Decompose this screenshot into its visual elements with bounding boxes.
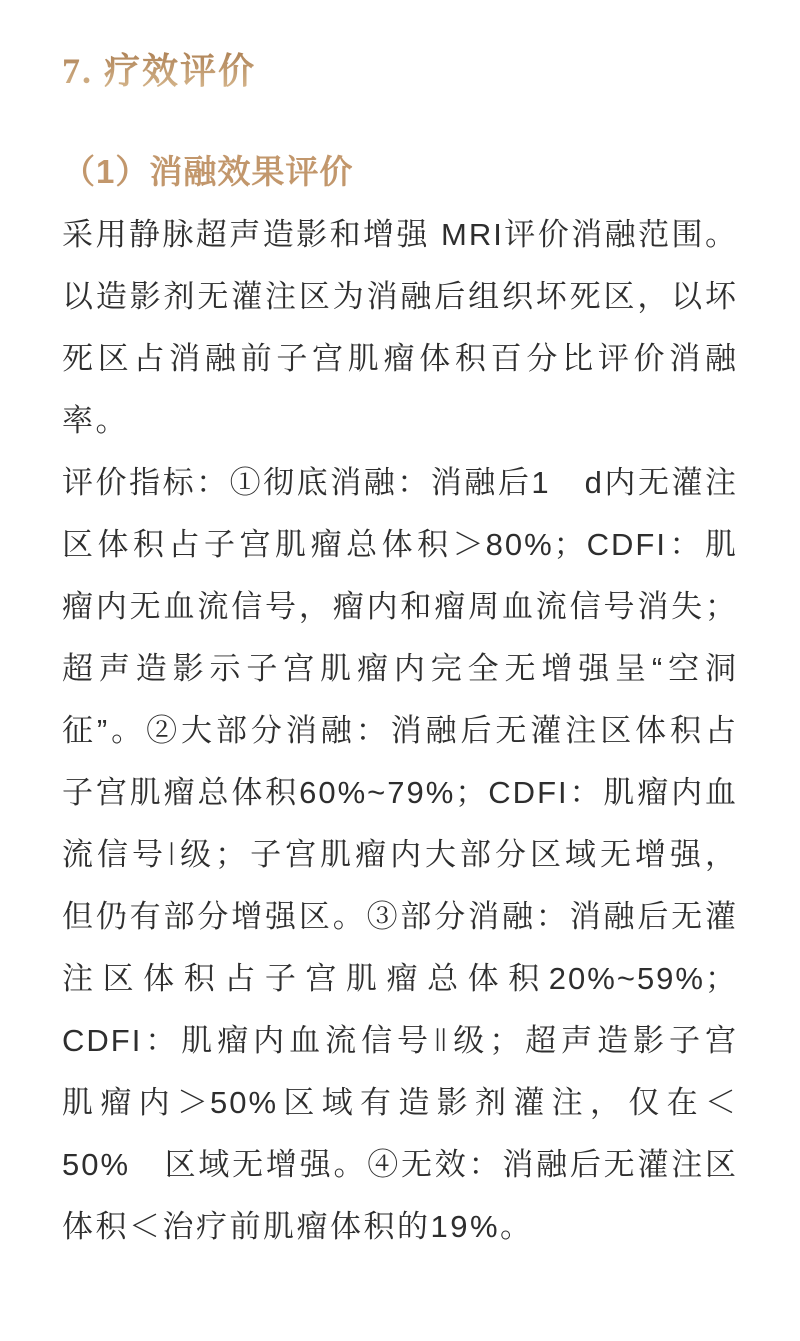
text-line: 采用静脉超声造影和增强 MRI评价消融范围。	[62, 217, 738, 252]
article-page	[0, 46, 800, 1341]
text-line: 体积＜治疗前肌瘤体积的19%。	[62, 1209, 534, 1244]
text-line: 以造影剂无灌注区为消融后组织坏死区，以坏	[62, 279, 738, 314]
text-line: 但仍有部分增强区。③部分消融：消融后无灌	[62, 899, 738, 934]
section-title: 7. 疗效评价	[62, 46, 256, 96]
text-line: 注区体积占子宫肌瘤总体积20%~59%；	[62, 961, 738, 996]
text-line: 50% 区域无增强。④无效：消融后无灌注区	[62, 1147, 738, 1182]
text-line: 区体积占子宫肌瘤总体积＞80%；CDFI：肌	[62, 527, 738, 562]
text-line: 征”。②大部分消融：消融后无灌注区体积占	[62, 713, 738, 748]
text-line: 子宫肌瘤总体积60%~79%；CDFI：肌瘤内血	[62, 775, 738, 810]
text-line: 率。	[62, 403, 129, 438]
text-line: 超声造影示子宫肌瘤内完全无增强呈“空洞	[62, 651, 738, 686]
text-line: 肌瘤内＞50%区域有造影剂灌注，仅在＜	[62, 1085, 738, 1120]
text-line: 瘤内无血流信号，瘤内和瘤周血流信号消失；	[62, 589, 738, 624]
text-line: 流信号Ⅰ级；子宫肌瘤内大部分区域无增强，	[62, 837, 738, 872]
text-line: 死区占消融前子宫肌瘤体积百分比评价消融	[62, 341, 738, 376]
body-paragraphs	[62, 204, 738, 1258]
text-line: CDFI：肌瘤内血流信号Ⅱ级；超声造影子宫	[62, 1023, 738, 1058]
text-line: 评价指标：①彻底消融：消融后1 d内无灌注	[62, 465, 738, 500]
subsection-title: （1）消融效果评价	[62, 153, 354, 190]
